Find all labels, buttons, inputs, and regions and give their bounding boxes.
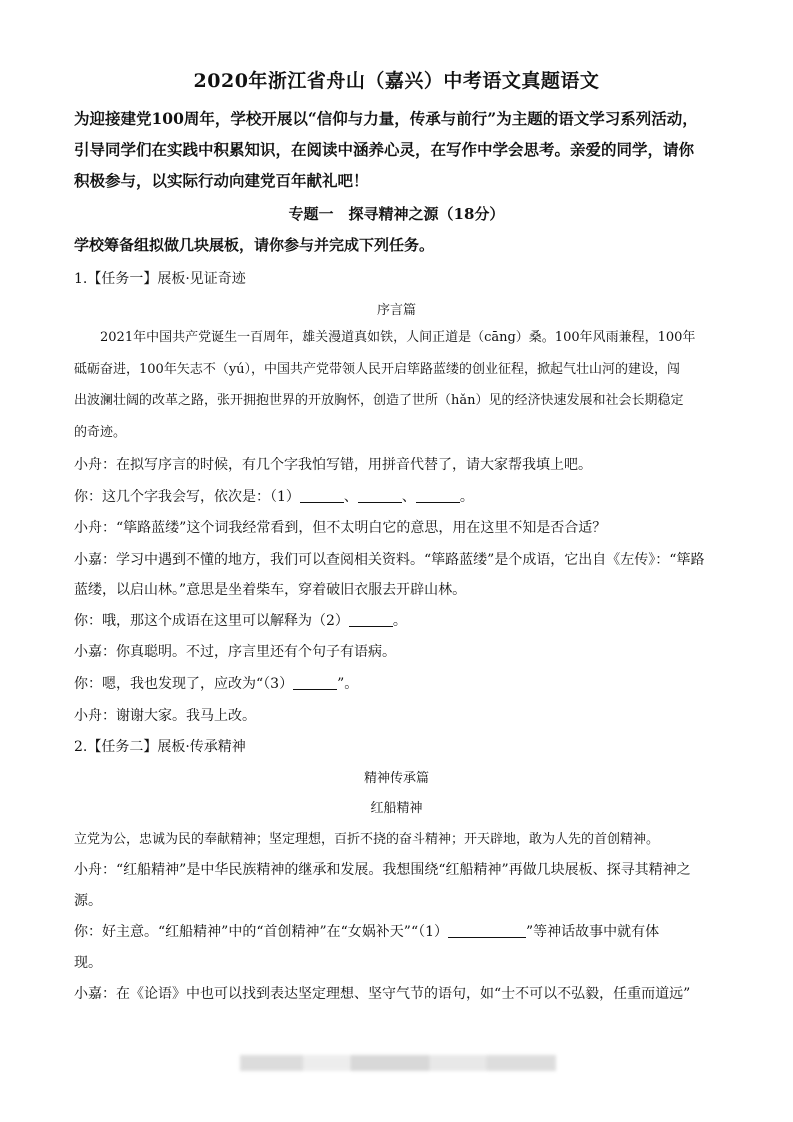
intro-paragraph [74,103,724,196]
answer-blank[interactable] [300,488,344,503]
preface-passage [74,322,724,448]
intro-line: 积极参与，以实际行动向建党百年献礼吧！ [74,171,369,190]
passage-title: 精神传承篇 [363,771,429,786]
passage-line: 出波澜壮阔的改革之路，张开拥抱世界的开放胸怀，创造了世所（hǎn）见的经济快速发展和社会长期稳定 [74,393,684,408]
dialogue-line: 现。 [74,955,102,971]
dialogue-line: 小嘉：在《论语》中也可以找到表达坚定理想、坚守气节的语句，如“士不可以不弘毅，任重而道远” [74,986,691,1002]
answer-blank[interactable] [349,612,393,627]
separator: 、 [401,489,416,505]
separator: 、 [343,489,358,505]
dialogue-text: 你：嗯，我也发现了，应改为“（3） [74,676,294,692]
dialogue-text: ”。 [337,676,359,692]
dialogue-line: 小舟：“筚路蓝缕”这个词我经常看到，但不太明白它的意思，用在这里不知是否合适？ [74,520,607,536]
answer-blank[interactable] [293,675,337,690]
dialogue-text: 你：这几个字我会写，依次是：（1） [74,489,300,505]
passage-subtitle: 红船精神 [370,801,423,816]
dialogue-line: 小嘉：学习中遇到不懂的地方，我们可以查阅相关资料。“筚路蓝缕”是个成语，它出自《左传》：“筚路 [74,552,705,568]
passage-title: 序言篇 [376,303,416,318]
dialogue-line: 小舟：“红船精神”是中华民族精神的继承和发展。我想围绕“红船精神”再做几块展板、探寻其精神之 [74,862,691,878]
intro-line: 引导同学们在实践中积累知识，在阅读中涵养心灵，在写作中学会思考。亲爱的同学，请你 [74,140,695,159]
dialogue-line: 小嘉：你真聪明。不过，序言里还有个句子有语病。 [74,644,396,660]
dialogue-line: 小舟：在拟写序言的时候，有几个字我怕写错，用拼音代替了，请大家帮我填上吧。 [74,457,592,473]
dialogue-text: 你：好主意。“红船精神”中的“首创精神”在“女娲补天”“（1） [74,924,449,940]
dialogue-text: 你：哦，那这个成语在这里可以解释为（2） [74,613,349,629]
dialogue-line [74,486,474,506]
passage-line: 的奇迹。 [74,424,127,440]
answer-blank[interactable] [416,488,460,503]
passage-line: 砥砺奋进，100年矢志不（yú），中国共产党带领人民开启筚路蓝缕的创业征程，掀起气壮山河的建设，闯 [74,361,681,377]
dialogue-line: 蓝缕，以启山林。”意思是坐着柴车，穿着破旧衣服去开辟山林。 [74,582,467,598]
dialogue-line: 源。 [74,893,102,909]
task1-label: 1.【任务一】展板·见证奇迹 [74,271,246,287]
dialogue-line [74,610,407,630]
spirit-line: 立党为公，忠诚为民的奉献精神；坚定理想，百折不挠的奋斗精神；开天辟地，敢为人先的首创精神。 [74,832,660,847]
answer-blank[interactable] [448,923,526,938]
intro-line: 为迎接建党100周年，学校开展以“信仰与力量，传承与前行”为主题的语文学习系列活动， [74,109,698,128]
task2-label: 2.【任务二】展板·传承精神 [74,739,246,755]
section-instruction: 学校筹备组拟做几块展板，请你参与并完成下列任务。 [74,236,435,254]
passage-line: 2021年中国共产党诞生一百周年，雄关漫道真如铁，人间正道是（cāng）桑。100年风雨兼程，100年 [100,330,696,345]
dialogue-text: ”等神话故事中就有体 [526,924,660,940]
page-title: 2020年浙江省舟山（嘉兴）中考语文真题语文 [193,70,600,92]
answer-blank[interactable] [358,488,402,503]
sentence-end: 。 [459,489,474,505]
blurred-footer [240,1055,556,1071]
dialogue-line: 小舟：谢谢大家。我马上改。 [74,708,256,724]
dialogue-line [74,673,358,693]
dialogue-line [74,921,659,941]
section-heading: 专题一 探寻精神之源（18分） [288,205,505,223]
sentence-end: 。 [392,613,407,629]
